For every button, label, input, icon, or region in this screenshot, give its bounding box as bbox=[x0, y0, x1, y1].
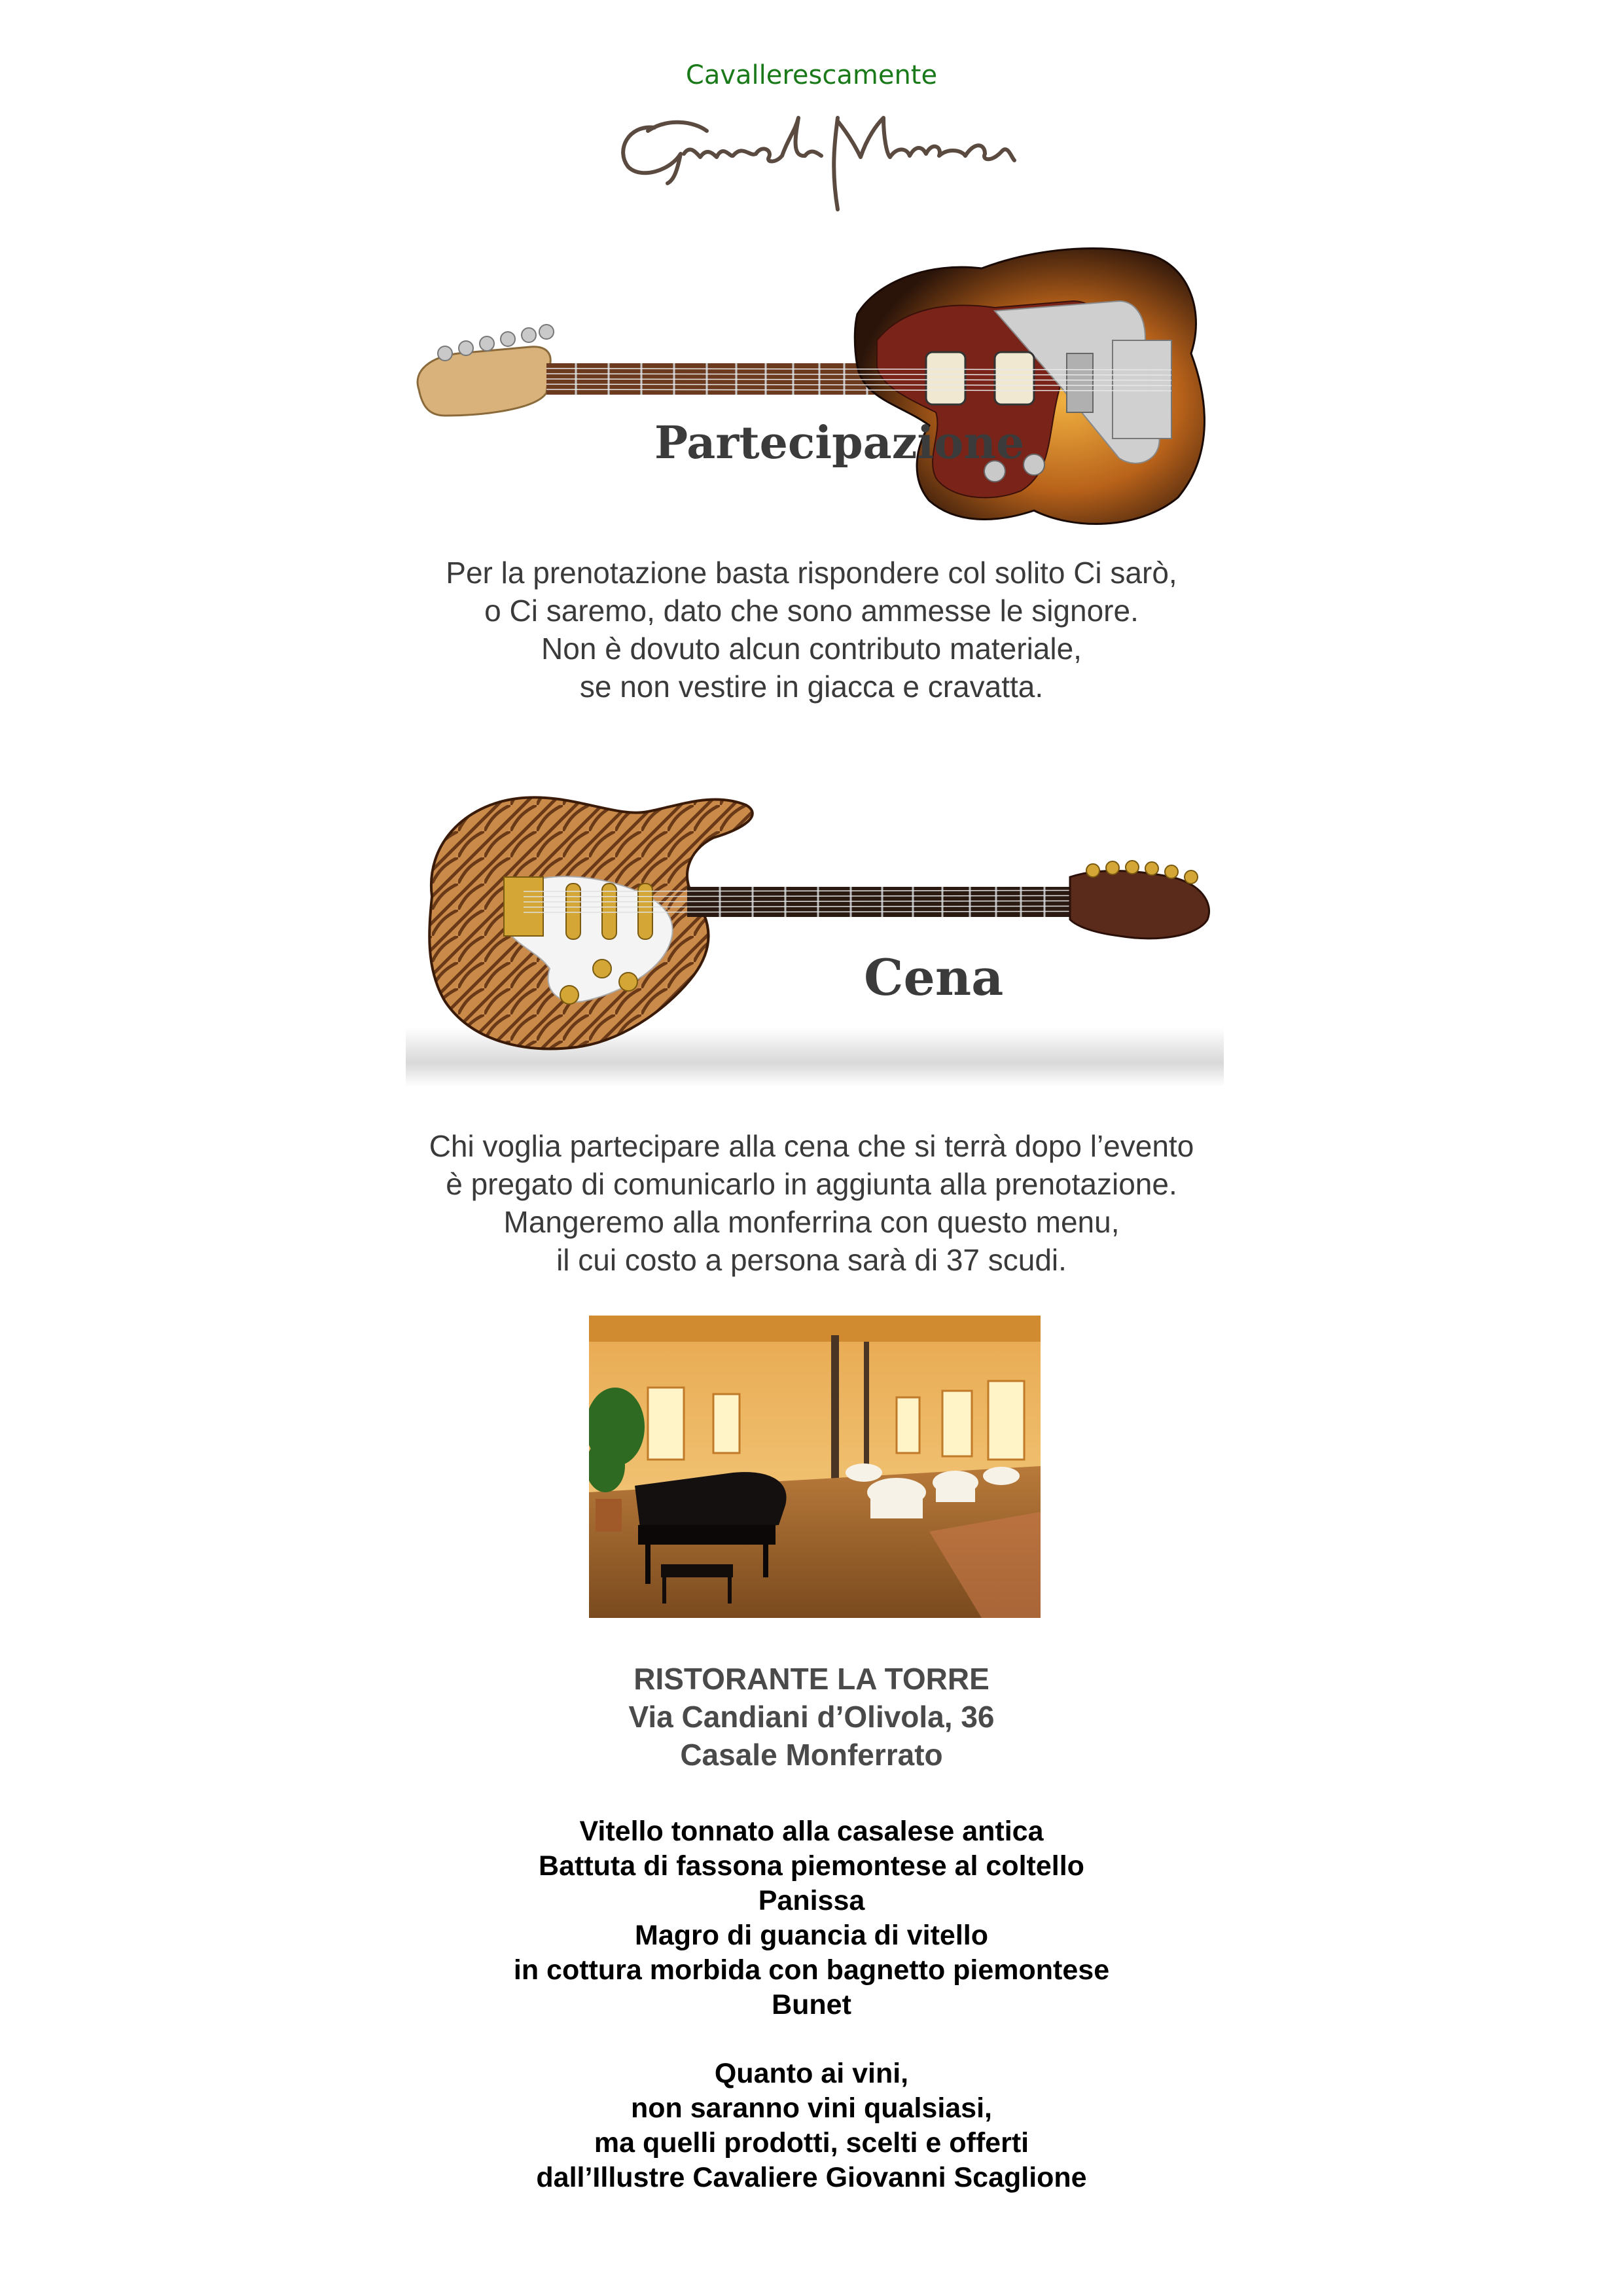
restaurant-city: Casale Monferrato bbox=[680, 1738, 943, 1772]
restaurant-name: RISTORANTE LA TORRE bbox=[633, 1662, 990, 1696]
menu-item: Battuta di fassona piemontese al coltello bbox=[539, 1850, 1084, 1882]
menu-item: Bunet bbox=[772, 1989, 851, 2020]
dinner-text bbox=[0, 1127, 1623, 1279]
menu-item: Magro di guancia di vitello bbox=[635, 1920, 988, 1951]
restaurant-photo bbox=[589, 1316, 1041, 1618]
restaurant-address: Via Candiani d’Olivola, 36 bbox=[628, 1700, 995, 1734]
wines-text bbox=[0, 2056, 1623, 2195]
wines-line: Quanto ai vini, bbox=[714, 2058, 909, 2089]
dinner-line: è pregato di comunicarlo in aggiunta alla prenotazione. bbox=[446, 1167, 1177, 1201]
menu-item: Panissa bbox=[758, 1885, 865, 1916]
menu-item: Vitello tonnato alla casalese antica bbox=[579, 1816, 1044, 1847]
participation-line: o Ci saremo, dato che sono ammesse le signore. bbox=[484, 594, 1139, 628]
menu-item: in cottura morbida con bagnetto piemontese bbox=[513, 1954, 1110, 1986]
guitar-headstock bbox=[418, 347, 550, 416]
dinner-heading: Cena bbox=[864, 948, 1004, 1007]
signature-logo bbox=[609, 92, 1027, 216]
restaurant-info bbox=[0, 1660, 1623, 1774]
wines-line: non saranno vini qualsiasi, bbox=[631, 2092, 992, 2124]
participation-line: se non vestire in giacca e cravatta. bbox=[579, 670, 1044, 704]
participation-line: Per la prenotazione basta rispondere col solito Ci sarò, bbox=[446, 556, 1177, 590]
guitar-participation-image bbox=[406, 236, 1224, 530]
participation-line: Non è dovuto alcun contributo materiale, bbox=[541, 632, 1082, 666]
wines-line: dall’Illustre Cavaliere Giovanni Scaglione bbox=[536, 2162, 1087, 2193]
participation-text bbox=[0, 554, 1623, 706]
guitar-dinner-image bbox=[406, 779, 1224, 1093]
dinner-line: Chi voglia partecipare alla cena che si terrà dopo l’evento bbox=[429, 1129, 1194, 1163]
dinner-line: Mangeremo alla monferrina con questo menu, bbox=[503, 1205, 1120, 1239]
dinner-line: il cui costo a persona sarà di 37 scudi. bbox=[556, 1243, 1067, 1277]
participation-heading: Partecipazione bbox=[654, 417, 1025, 469]
wines-line: ma quelli prodotti, scelti e offerti bbox=[594, 2127, 1029, 2159]
menu-list bbox=[0, 1814, 1623, 2022]
header-kicker: Cavallerescamente bbox=[685, 60, 938, 90]
